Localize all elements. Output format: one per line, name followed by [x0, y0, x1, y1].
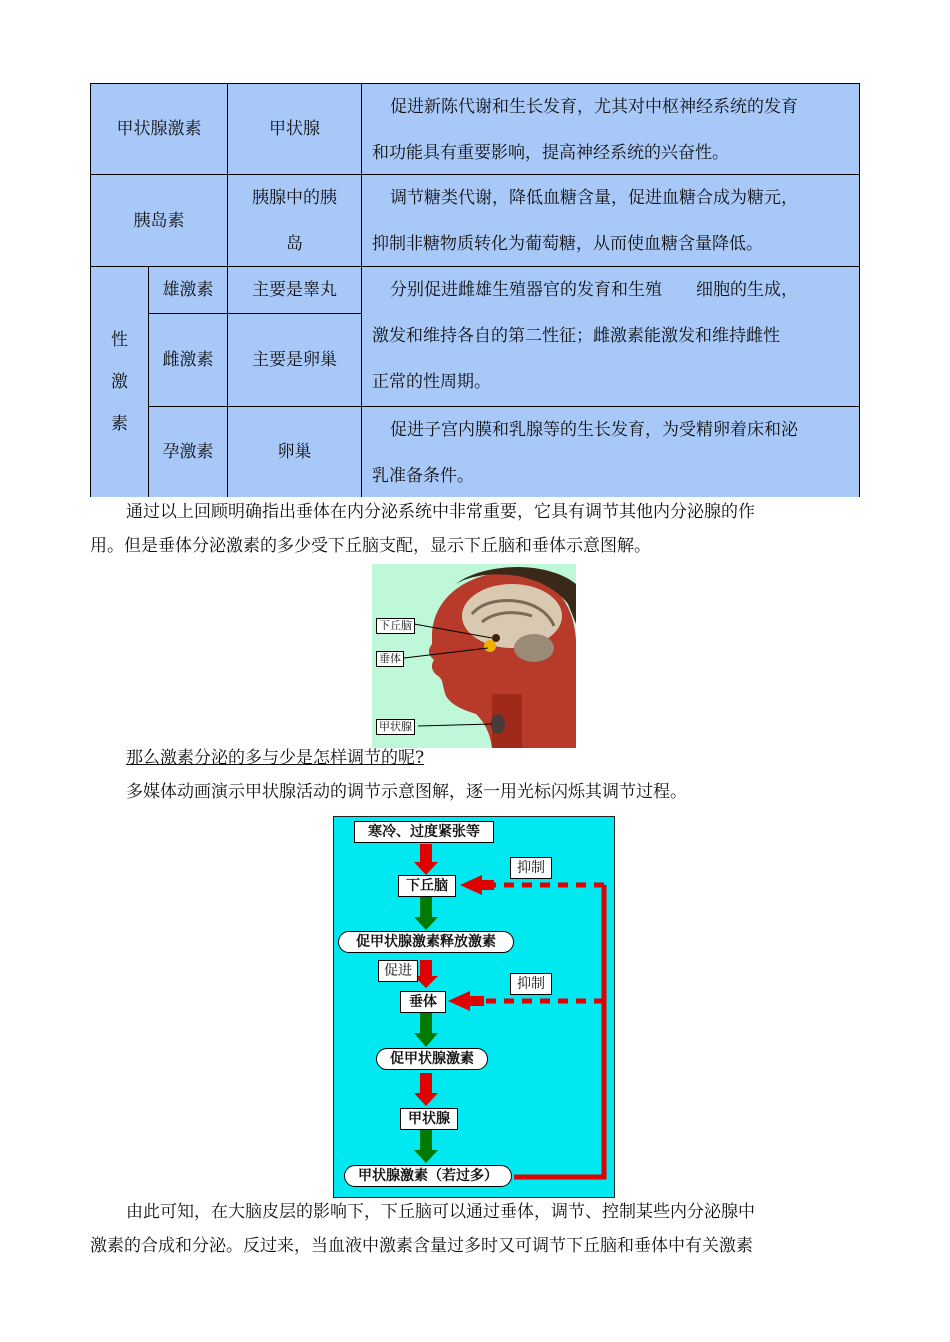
- feedback-line: [514, 885, 604, 1177]
- node-pituitary: 垂体: [400, 991, 446, 1013]
- pituitary-dot: [484, 640, 496, 652]
- cell-desc-progesterone: 促进子宫内膜和乳腺等的生长发育，为受精卵着床和泌 乳准备条件。: [361, 406, 860, 497]
- thyroid-regulation-diagram: [333, 816, 615, 1198]
- paragraph-pituitary-intro: 通过以上回顾明确指出垂体在内分泌系统中非常重要，它具有调节其他内分泌腺的作 用。但是垂体分泌激素的多少受下丘脑支配，显示下丘脑和垂体示意图解。: [90, 502, 755, 556]
- label-promote: 促进: [378, 960, 418, 982]
- arrow-green-3: [414, 1130, 438, 1163]
- cell-gland-testis: 主要是睾丸: [227, 266, 361, 313]
- label-inhibit-1: 抑制: [510, 857, 552, 879]
- arrow-red-1: [414, 844, 438, 875]
- paragraph-animation: 多媒体动画演示甲状腺活动的调节示意图解，逐一用光标闪烁其调节过程。: [126, 782, 687, 802]
- arrow-red-3: [414, 1073, 438, 1106]
- head-anatomy-figure: [372, 564, 576, 748]
- cell-gland-ovary-main: 主要是卵巢: [227, 313, 361, 406]
- inhibit-arrowhead-1: [460, 875, 482, 895]
- cell-group-sex-hormones: 性 激 素: [90, 266, 148, 497]
- arrow-green-1: [414, 897, 438, 930]
- hypothalamus-dot: [492, 634, 500, 642]
- cell-hormone-thyroxine: 甲状腺激素: [90, 83, 227, 174]
- cell-hormone-insulin: 胰岛素: [90, 174, 227, 266]
- node-hypothalamus: 下丘脑: [398, 875, 456, 897]
- node-trh: 促甲状腺激素释放激素: [338, 931, 514, 953]
- arrow-green-2: [414, 1011, 438, 1047]
- node-stimulus: 寒冷、过度紧张等: [354, 821, 494, 843]
- label-hypothalamus: 下丘脑: [376, 618, 415, 634]
- node-thyroxine-excess: 甲状腺激素（若过多）: [344, 1165, 512, 1187]
- cell-desc-insulin: 调节糖类代谢，降低血糖含量，促进血糖合成为糖元， 抑制非糖物质转化为葡萄糖，从而使血糖含量降低。: [361, 174, 860, 266]
- thyroid-shape: [491, 714, 505, 734]
- flow-arrows: [334, 817, 616, 1199]
- cell-gland-ovary: 卵巢: [227, 406, 361, 497]
- cell-desc-sex-hormones: 分别促进雌雄生殖器官的发育和生殖 细胞的生成， 激发和维持各自的第二性征；雌激素能激发和维持雌性 正常的性周期。: [361, 266, 860, 406]
- cell-hormone-progesterone: 孕激素: [148, 406, 227, 497]
- node-thyroid: 甲状腺: [400, 1108, 458, 1130]
- cell-desc-thyroxine: 促进新陈代谢和生长发育，尤其对中枢神经系统的发育 和功能具有重要影响，提高神经系统的兴奋性。: [361, 83, 860, 174]
- node-tsh: 促甲状腺激素: [376, 1048, 488, 1070]
- cell-gland-islets: 胰腺中的胰 岛: [227, 174, 361, 266]
- label-pituitary: 垂体: [376, 651, 404, 667]
- cell-gland-thyroid: 甲状腺: [227, 83, 361, 174]
- question-line: 那么激素分泌的多与少是怎样调节的呢?: [126, 748, 425, 768]
- cell-hormone-androgen: 雄激素: [148, 266, 227, 313]
- cell-hormone-estrogen: 雌激素: [148, 313, 227, 406]
- inhibit-arrowhead-2: [448, 991, 470, 1011]
- cerebellum: [514, 634, 554, 662]
- label-thyroid: 甲状腺: [376, 719, 415, 735]
- label-inhibit-2: 抑制: [510, 973, 552, 995]
- paragraph-conclusion: 由此可知，在大脑皮层的影响下，下丘脑可以通过垂体，调节、控制某些内分泌腺中 激素的合成和分泌。反过来，当血液中激素含量过多时又可调节下丘脑和垂体中有关激素: [90, 1202, 755, 1256]
- hormone-table: [90, 83, 860, 497]
